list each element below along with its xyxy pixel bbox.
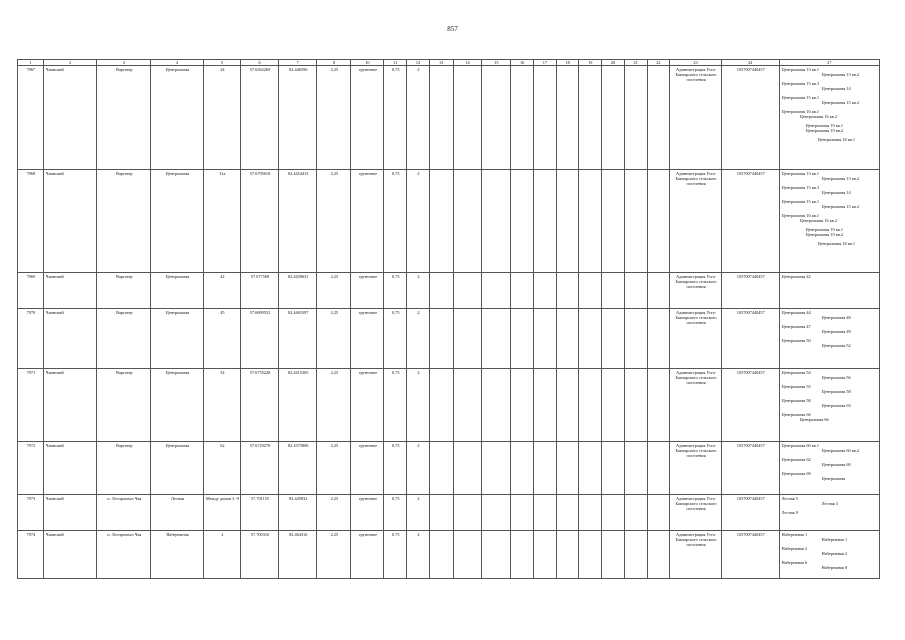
cell-count: 2	[407, 369, 430, 442]
source-address: Центральная 58	[821, 389, 851, 394]
cell-volume: 0,75	[384, 442, 407, 495]
source-address: Центральная 19 кв.1	[805, 123, 844, 128]
cell-lat: 57.6809552	[240, 309, 278, 369]
cell-count: 2	[407, 66, 430, 170]
cell-empty	[453, 369, 482, 442]
column-header: 27	[779, 60, 879, 66]
cell-owner: Администрация Усть-Бакчарского сельского поселения	[670, 309, 722, 369]
source-address: Центральная 42	[781, 274, 811, 279]
cell-empty	[602, 442, 625, 495]
cell-empty	[453, 495, 482, 531]
cell-volume: 0,75	[384, 369, 407, 442]
table-row	[18, 170, 880, 273]
source-address: Центральная 15 кв.2	[821, 204, 860, 209]
cell-empty	[453, 273, 482, 309]
cell-ogrn: 1057007440457	[721, 495, 779, 531]
cell-area: 2,25	[317, 66, 351, 170]
source-address: Центральная 58	[781, 398, 811, 403]
source-address: Центральная 44	[781, 310, 811, 315]
cell-empty	[602, 531, 625, 579]
cell-empty	[602, 495, 625, 531]
source-address: Центральная 69	[781, 471, 811, 476]
source-address: Центральная 18 кв.1	[817, 137, 856, 142]
cell-empty	[482, 369, 511, 442]
cell-empty	[482, 495, 511, 531]
cell-count: 2	[407, 442, 430, 495]
source-address: Лесная 5	[781, 496, 798, 501]
source-address: Набережная 8	[821, 565, 848, 570]
cell-district: Чаинский	[43, 170, 97, 273]
cell-street: Центральная	[151, 369, 204, 442]
cell-empty	[624, 66, 647, 170]
cell-id: 7968	[18, 170, 44, 273]
column-header: 14	[453, 60, 482, 66]
cell-empty	[511, 442, 534, 495]
cell-lat: 57.700310	[240, 531, 278, 579]
cell-id: 7971	[18, 369, 44, 442]
cell-sources	[779, 66, 879, 170]
source-address: Центральная 13 кв.2	[821, 176, 860, 181]
column-header: 22	[647, 60, 670, 66]
cell-ogrn: 1057007440457	[721, 273, 779, 309]
source-address: Центральная 19 кв.1	[805, 227, 844, 232]
source-address: Центральная	[821, 476, 846, 481]
source-address: Набережная 1	[781, 532, 808, 537]
cell-empty	[579, 495, 602, 531]
cell-street: Центральная	[151, 170, 204, 273]
cell-id: 7973	[18, 495, 44, 531]
cell-empty	[429, 442, 453, 495]
column-header: 13	[429, 60, 453, 66]
column-header: 11	[384, 60, 407, 66]
source-address: Центральная 15 кв.3	[781, 185, 820, 190]
cell-empty	[482, 309, 511, 369]
cell-settlement: Варгатер	[97, 369, 151, 442]
cell-settlement: Варгатер	[97, 170, 151, 273]
column-header: 21	[624, 60, 647, 66]
source-address: Центральная 54	[781, 370, 811, 375]
source-address: Центральная 60 кв.1	[781, 443, 820, 448]
column-header: 6	[240, 60, 278, 66]
cell-empty	[647, 170, 670, 273]
cell-count: 2	[407, 495, 430, 531]
cell-empty	[511, 66, 534, 170]
cell-owner: Администрация Усть-Бакчарского сельского поселения	[670, 531, 722, 579]
cell-empty	[579, 531, 602, 579]
cell-empty	[453, 442, 482, 495]
cell-id: 7974	[18, 531, 44, 579]
cell-surface: грунтовое	[351, 170, 384, 273]
cell-empty	[556, 495, 579, 531]
source-address: Центральная 66	[799, 417, 829, 422]
cell-lat: 57.701155	[240, 495, 278, 531]
cell-empty	[556, 66, 579, 170]
cell-empty	[556, 273, 579, 309]
cell-settlement: п. Леспромхоз Чая	[97, 495, 151, 531]
cell-empty	[647, 531, 670, 579]
cell-district: Чаинский	[43, 273, 97, 309]
cell-empty	[482, 170, 511, 273]
cell-district: Чаинский	[43, 309, 97, 369]
column-header: 3	[97, 60, 151, 66]
cell-empty	[647, 442, 670, 495]
cell-surface: грунтовое	[351, 531, 384, 579]
column-header: 15	[482, 60, 511, 66]
page-number: 857	[447, 25, 458, 33]
source-address: Центральная 19 кв.2	[805, 128, 844, 133]
source-address: Центральная 63	[821, 403, 851, 408]
cell-empty	[511, 170, 534, 273]
cell-empty	[534, 273, 557, 309]
column-header: 7	[279, 60, 317, 66]
source-address: Центральная 52	[821, 343, 851, 348]
source-address: Центральная 62	[781, 457, 811, 462]
cell-empty	[453, 309, 482, 369]
cell-empty	[429, 66, 453, 170]
cell-house: 45	[203, 309, 240, 369]
cell-empty	[556, 442, 579, 495]
table-row	[18, 442, 880, 495]
cell-empty	[534, 495, 557, 531]
cell-house: 54	[203, 369, 240, 442]
cell-volume: 0,75	[384, 273, 407, 309]
cell-empty	[511, 369, 534, 442]
cell-surface: грунтовое	[351, 495, 384, 531]
cell-lon: 82.445832	[279, 495, 317, 531]
cell-volume: 0,75	[384, 309, 407, 369]
source-address: Набережная 2	[821, 551, 848, 556]
column-header: 8	[317, 60, 351, 66]
cell-lon: 82.4415305	[279, 369, 317, 442]
cell-empty	[579, 309, 602, 369]
table-row	[18, 531, 880, 579]
cell-empty	[624, 273, 647, 309]
cell-sources	[779, 369, 879, 442]
cell-district: Чаинский	[43, 66, 97, 170]
cell-house: 62	[203, 442, 240, 495]
cell-empty	[624, 309, 647, 369]
cell-empty	[556, 170, 579, 273]
cell-owner: Администрация Усть-Бакчарского сельского поселения	[670, 369, 722, 442]
cell-empty	[647, 369, 670, 442]
cell-lon: 82.464316	[279, 531, 317, 579]
cell-empty	[579, 273, 602, 309]
cell-surface: грунтовое	[351, 273, 384, 309]
cell-empty	[429, 531, 453, 579]
cell-house: 31а	[203, 170, 240, 273]
cell-empty	[453, 66, 482, 170]
cell-settlement: Варгатер	[97, 442, 151, 495]
cell-ogrn: 1057007440457	[721, 309, 779, 369]
source-address: Центральная 16 кв.1	[781, 213, 820, 218]
cell-house: 24	[203, 66, 240, 170]
cell-empty	[453, 531, 482, 579]
cell-empty	[534, 442, 557, 495]
cell-lat: 57.6562269	[240, 66, 278, 170]
cell-district: Чаинский	[43, 369, 97, 442]
cell-empty	[429, 170, 453, 273]
cell-lon: 82.4454415	[279, 170, 317, 273]
cell-owner: Администрация Усть-Бакчарского сельского поселения	[670, 442, 722, 495]
source-address: Центральная 15 кв.3	[781, 81, 820, 86]
cell-street: Центральная	[151, 66, 204, 170]
cell-empty	[624, 170, 647, 273]
cell-empty	[647, 309, 670, 369]
source-address: Центральная 48	[821, 315, 851, 320]
cell-empty	[624, 369, 647, 442]
cell-empty	[579, 442, 602, 495]
cell-empty	[624, 531, 647, 579]
column-header: 5	[203, 60, 240, 66]
cell-empty	[624, 495, 647, 531]
cell-count: 2	[407, 309, 430, 369]
cell-sources	[779, 495, 879, 531]
column-header: 2	[43, 60, 97, 66]
cell-ogrn: 1057007440457	[721, 66, 779, 170]
cell-owner: Администрация Усть-Бакчарского сельского поселения	[670, 170, 722, 273]
source-address: Центральная 18 кв.1	[817, 241, 856, 246]
table-body	[18, 66, 880, 579]
cell-district: Чаинский	[43, 442, 97, 495]
table-row	[18, 66, 880, 170]
cell-owner: Администрация Усть-Бакчарского сельского поселения	[670, 495, 722, 531]
cell-id: 7967	[18, 66, 44, 170]
cell-lon: 82.4465397	[279, 309, 317, 369]
cell-ogrn: 1057007440457	[721, 531, 779, 579]
cell-empty	[511, 495, 534, 531]
cell-street: Центральная	[151, 442, 204, 495]
cell-area: 2,25	[317, 309, 351, 369]
cell-empty	[429, 369, 453, 442]
cell-empty	[511, 273, 534, 309]
cell-empty	[534, 369, 557, 442]
cell-volume: 0,75	[384, 531, 407, 579]
column-header: 19	[579, 60, 602, 66]
cell-empty	[647, 495, 670, 531]
source-address: Центральная 47	[781, 324, 811, 329]
cell-empty	[511, 309, 534, 369]
column-header: 24	[721, 60, 779, 66]
cell-settlement: п. Леспромхоз Чая	[97, 531, 151, 579]
column-header: 20	[602, 60, 625, 66]
cell-empty	[556, 531, 579, 579]
cell-lon: 82.4375806	[279, 442, 317, 495]
cell-empty	[534, 66, 557, 170]
cell-sources	[779, 309, 879, 369]
cell-surface: грунтовое	[351, 66, 384, 170]
cell-ogrn: 1057007440457	[721, 442, 779, 495]
cell-settlement: Варгатер	[97, 309, 151, 369]
cell-surface: грунтовое	[351, 369, 384, 442]
cell-street: Набережная	[151, 531, 204, 579]
cell-empty	[579, 369, 602, 442]
source-address: Лесная 3	[821, 501, 838, 506]
cell-id: 7969	[18, 273, 44, 309]
cell-surface: грунтовое	[351, 309, 384, 369]
cell-empty	[602, 273, 625, 309]
source-address: Центральная 15 кв.1	[781, 199, 820, 204]
cell-lat: 57.6729278	[240, 442, 278, 495]
cell-empty	[482, 273, 511, 309]
cell-empty	[602, 170, 625, 273]
cell-empty	[429, 495, 453, 531]
cell-id: 7972	[18, 442, 44, 495]
cell-settlement: Варгатер	[97, 66, 151, 170]
cell-lon: 82.446596	[279, 66, 317, 170]
cell-empty	[602, 309, 625, 369]
cell-id: 7970	[18, 309, 44, 369]
cell-sources	[779, 170, 879, 273]
column-header: 4	[151, 60, 204, 66]
table-row	[18, 369, 880, 442]
source-address: Центральная 69	[821, 462, 851, 467]
cell-empty	[482, 66, 511, 170]
column-header: 17	[534, 60, 557, 66]
cell-area: 2,25	[317, 495, 351, 531]
cell-street: Центральная	[151, 273, 204, 309]
cell-surface: грунтовое	[351, 442, 384, 495]
column-header: 12	[407, 60, 430, 66]
cell-empty	[602, 66, 625, 170]
source-address: Центральная 55	[781, 384, 811, 389]
cell-empty	[579, 66, 602, 170]
cell-empty	[429, 309, 453, 369]
source-address: Центральная 13 кв.2	[821, 72, 860, 77]
cell-street: Лесная	[151, 495, 204, 531]
column-header: 23	[670, 60, 722, 66]
source-address: Центральная 60 кв.2	[821, 448, 860, 453]
cell-lat: 57.6795618	[240, 170, 278, 273]
cell-count: 2	[407, 273, 430, 309]
cell-house: 42	[203, 273, 240, 309]
cell-empty	[647, 273, 670, 309]
source-address: Набережная 6	[781, 560, 808, 565]
cell-ogrn: 1057007440457	[721, 170, 779, 273]
column-header: 18	[556, 60, 579, 66]
source-address: Центральная 16 кв.2	[799, 114, 838, 119]
source-address: Набережная 1	[821, 537, 848, 542]
cell-owner: Администрация Усть-Бакчарского сельского поселения	[670, 66, 722, 170]
cell-empty	[482, 442, 511, 495]
cell-house: Между домов 3 -9	[203, 495, 240, 531]
source-address: Центральная 49	[821, 329, 851, 334]
cell-owner: Администрация Усть-Бакчарского сельского поселения	[670, 273, 722, 309]
cell-lon: 82.4458631	[279, 273, 317, 309]
cell-empty	[429, 273, 453, 309]
source-address: Центральная 50	[781, 338, 811, 343]
cell-settlement: Варгатер	[97, 273, 151, 309]
cell-lat: 57.677568	[240, 273, 278, 309]
cell-empty	[647, 66, 670, 170]
source-address: Центральная 56	[821, 375, 851, 380]
cell-sources	[779, 442, 879, 495]
cell-count: 2	[407, 170, 430, 273]
source-address: Набережная 2	[781, 546, 808, 551]
cell-lat: 57.6755228	[240, 369, 278, 442]
source-address: Центральная 13 кв.1	[781, 171, 820, 176]
source-address: Центральная 16 кв.2	[799, 218, 838, 223]
cell-empty	[453, 170, 482, 273]
cell-house: 2	[203, 531, 240, 579]
table-row	[18, 273, 880, 309]
cell-empty	[482, 531, 511, 579]
cell-empty	[556, 309, 579, 369]
cell-empty	[534, 170, 557, 273]
cell-sources	[779, 273, 879, 309]
cell-ogrn: 1057007440457	[721, 369, 779, 442]
cell-empty	[579, 170, 602, 273]
source-address: Центральная 16 кв.1	[781, 109, 820, 114]
cell-count: 2	[407, 531, 430, 579]
column-header: 16	[511, 60, 534, 66]
source-address: Центральная 15 кв.2	[821, 100, 860, 105]
source-address: Центральная 15 кв.1	[781, 95, 820, 100]
source-address: Центральная 14	[821, 86, 851, 91]
cell-volume: 0,75	[384, 495, 407, 531]
cell-sources	[779, 531, 879, 579]
cell-empty	[511, 531, 534, 579]
source-address: Центральная 66	[781, 412, 811, 417]
cell-empty	[534, 309, 557, 369]
cell-volume: 0,75	[384, 66, 407, 170]
source-address: Центральная 13 кв.1	[781, 67, 820, 72]
cell-district: Чаинский	[43, 531, 97, 579]
cell-area: 2,25	[317, 273, 351, 309]
cell-area: 2,25	[317, 442, 351, 495]
source-address: Центральная 14	[821, 190, 851, 195]
column-header: 1	[18, 60, 44, 66]
registry-table	[17, 59, 880, 579]
cell-area: 2,25	[317, 531, 351, 579]
cell-empty	[534, 531, 557, 579]
cell-area: 2,25	[317, 170, 351, 273]
cell-empty	[556, 369, 579, 442]
source-address: Центральная 19 кв.2	[805, 232, 844, 237]
cell-empty	[602, 369, 625, 442]
cell-district: Чаинский	[43, 495, 97, 531]
cell-empty	[624, 442, 647, 495]
cell-area: 2,25	[317, 369, 351, 442]
cell-volume: 0,75	[384, 170, 407, 273]
cell-street: Центральная	[151, 309, 204, 369]
column-header: 10	[351, 60, 384, 66]
table-row	[18, 309, 880, 369]
source-address: Лесная 9	[781, 510, 798, 515]
table-row	[18, 495, 880, 531]
